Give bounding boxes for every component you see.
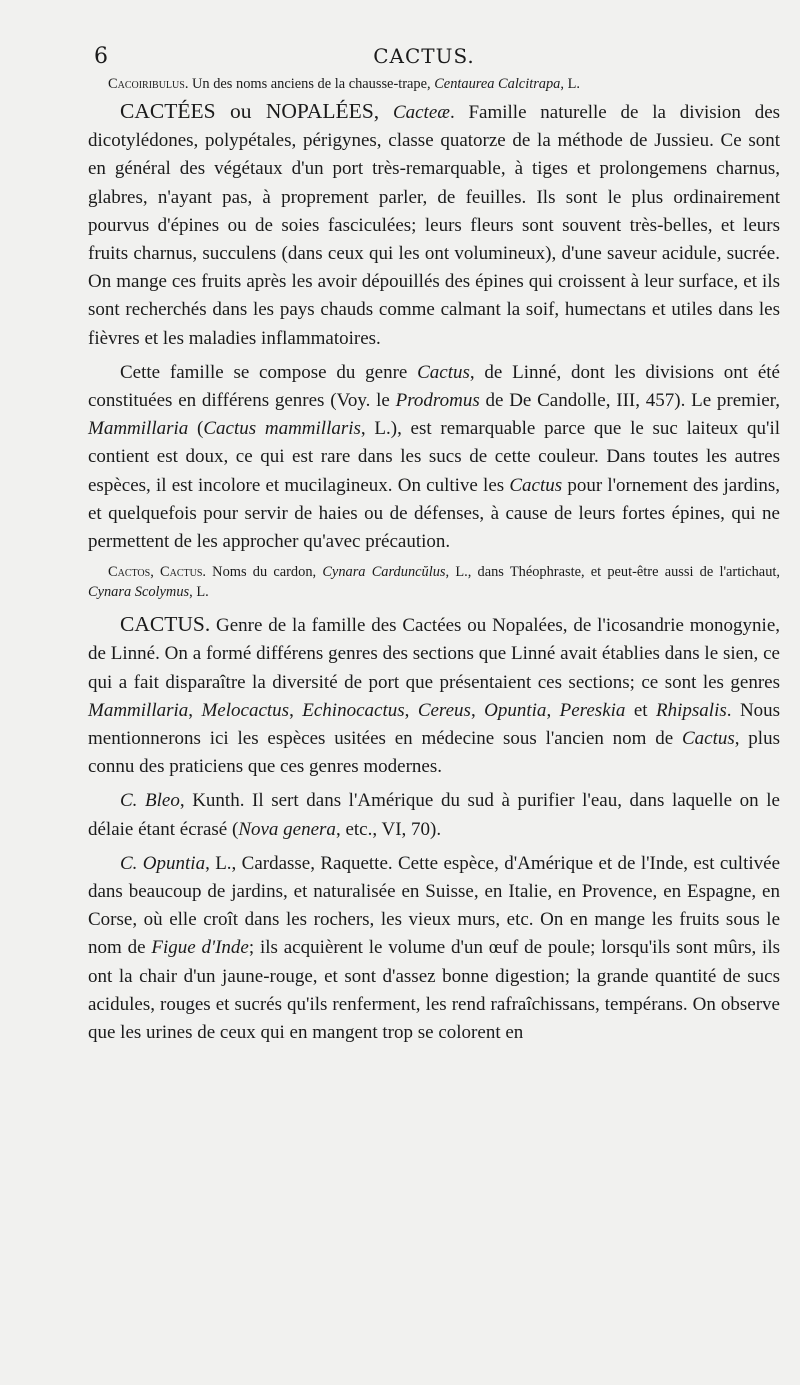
entry-cactos: [88, 562, 780, 602]
entry-headword: CACTUS.: [120, 612, 211, 637]
latin-name: Cynara Carduncŭlus: [322, 564, 446, 581]
entry-text: , L.: [189, 584, 209, 601]
genus-name: Pereskia: [559, 699, 626, 721]
latin-name: Cactus: [681, 728, 735, 750]
entry-cactus: [88, 610, 780, 781]
entry-text: . Nous mentionnerons ici les espèces usitées en médecine sous l'ancien nom de: [88, 699, 781, 750]
common-name: Figue d'Inde: [151, 937, 249, 959]
separator: ,: [289, 699, 303, 721]
entry-headword: CACTÉES ou NOPALÉES,: [120, 99, 380, 123]
entry-headword: Cacoiribulus.: [108, 76, 189, 92]
book-title: Prodromus: [395, 390, 480, 412]
entry-cactees-paragraph-2: [88, 359, 780, 556]
separator: ,: [470, 699, 485, 721]
latin-name: Cactus: [509, 474, 563, 496]
page-number: 6: [94, 44, 108, 69]
entry-text: , L.), est remarquable parce que le suc laiteux qu'il contient est doux, ce qui est rare dans les sucs de cette couleur. Dans toutes les autres espèces, il est incolore et mucilagineux. On cultive les: [88, 418, 780, 496]
genus-name: Cereus: [417, 699, 471, 721]
book-title: Nova genera: [238, 818, 336, 840]
entry-text: , plus connu des praticiens que ces genres modernes.: [88, 728, 780, 778]
latin-name: Mammillaria: [88, 418, 189, 440]
entry-text: , L., Cardasse, Raquette. Cette espèce, d'Amérique et de l'Inde, est cultivée dans beaucoup de jardins, et naturalisée en Suisse, en Italie, en Provence, en Espagne, en Corse, où elle croît dans les rochers, les vieux murs, etc. On en mange les fruits sous le nom de: [88, 852, 781, 959]
latin-name: Cactus: [417, 361, 470, 383]
species-bleo: [88, 787, 780, 843]
entry-headword: Cactos, Cactus.: [108, 564, 206, 581]
entry-text: . Famille naturelle de la division des dicotylédones, polypétales, périgynes, classe quatorze de la méthode de Jussieu. Ce sont en général des végétaux d'un port très-remarquable, à tiges et prolongemens charnus, glabres, n'ayant pas, à proprement parler, de feuilles. Ils sont le plus ordinairement pourvus d'épines ou de soies fasciculées; leurs fleurs sont souvent très-belles, et leurs fruits charnus, succulens (dans ceux qui les ont volumineux), d'une saveur acidule, sucrée. On mange ces fruits après les avoir dépouillés des épines qui croissent à leur surface, et ils sont recherchés dans les pays chauds comme calmant la soif, humectans et utiles dans les fièvres et les maladies inflammatoires.: [88, 102, 781, 349]
species-name: C. Bleo: [120, 790, 180, 812]
genus-name: Echinocactus: [302, 699, 405, 721]
entry-text: , L.: [560, 76, 580, 92]
genus-name: Opuntia: [484, 699, 547, 721]
page-header: [88, 42, 780, 74]
entry-text: Noms du cardon,: [205, 564, 323, 581]
entry-text: de De Candolle, III, 457). Le premier,: [479, 390, 780, 412]
separator: ,: [188, 699, 202, 721]
entry-text: (: [188, 418, 204, 440]
species-opuntia: [88, 850, 780, 1047]
separator: ,: [404, 699, 418, 721]
entry-cacoiribulus: [88, 74, 780, 94]
entry-text: , etc., VI, 70).: [335, 818, 442, 840]
latin-name: Cynara Scolymus: [88, 584, 190, 601]
latin-name: Centaurea Calcitrapa: [434, 76, 561, 92]
genus-name: Mammillaria: [88, 699, 189, 721]
entry-text: Un des noms anciens de la chausse-trape,: [188, 76, 435, 92]
entry-text: Cette famille se compose du genre: [120, 361, 418, 383]
entry-text: , de Linné, dont les divisions ont été constituées en différens genres (Voy. le: [88, 361, 780, 412]
entry-text: Genre de la famille des Cactées ou Nopalées, de l'icosandrie monogynie, de Linné. On a formé différens genres des sections que Linné avait établies dans le sien, ce qui a fait disparaître la diversité de port que présentaient ces sections; ce sont les genres: [88, 615, 780, 693]
entry-text: , L., dans Théophraste, et peut-être aussi de l'artichaut,: [445, 564, 780, 581]
latin-name: Cactus mammillaris: [203, 418, 361, 440]
genus-name: Rhipsalis: [656, 699, 727, 721]
entry-text: pour l'ornement des jardins, et quelquefois pour servir de haies ou de défenses, à cause de leurs fortes épines, qui ne permettent de les approcher qu'avec précaution.: [88, 474, 780, 553]
entry-text: ; ils acquièrent le volume d'un œuf de poule; lorsqu'ils sont mûrs, ils ont la chair d'un jaune-rouge, et sont d'assez bonne digestion; la grande quantité de sucs acidules, rouges et sucrés qu'ils renferment, les rend rafraîchissans, tempérans. On observe que les urines de ceux qui en mangent trop se colorent en: [88, 937, 780, 1044]
separator: ,: [546, 699, 560, 721]
genus-name: Melocactus: [201, 699, 290, 721]
running-title: CACTUS.: [373, 44, 475, 68]
separator: et: [625, 699, 657, 721]
species-name: C. Opuntia: [120, 852, 206, 874]
entry-text: , Kunth. Il sert dans l'Amérique du sud à purifier l'eau, dans laquelle on le délaie étant écrasé (: [88, 790, 780, 840]
entry-cactees: [88, 97, 780, 353]
latin-name: Cacteæ: [392, 102, 450, 123]
